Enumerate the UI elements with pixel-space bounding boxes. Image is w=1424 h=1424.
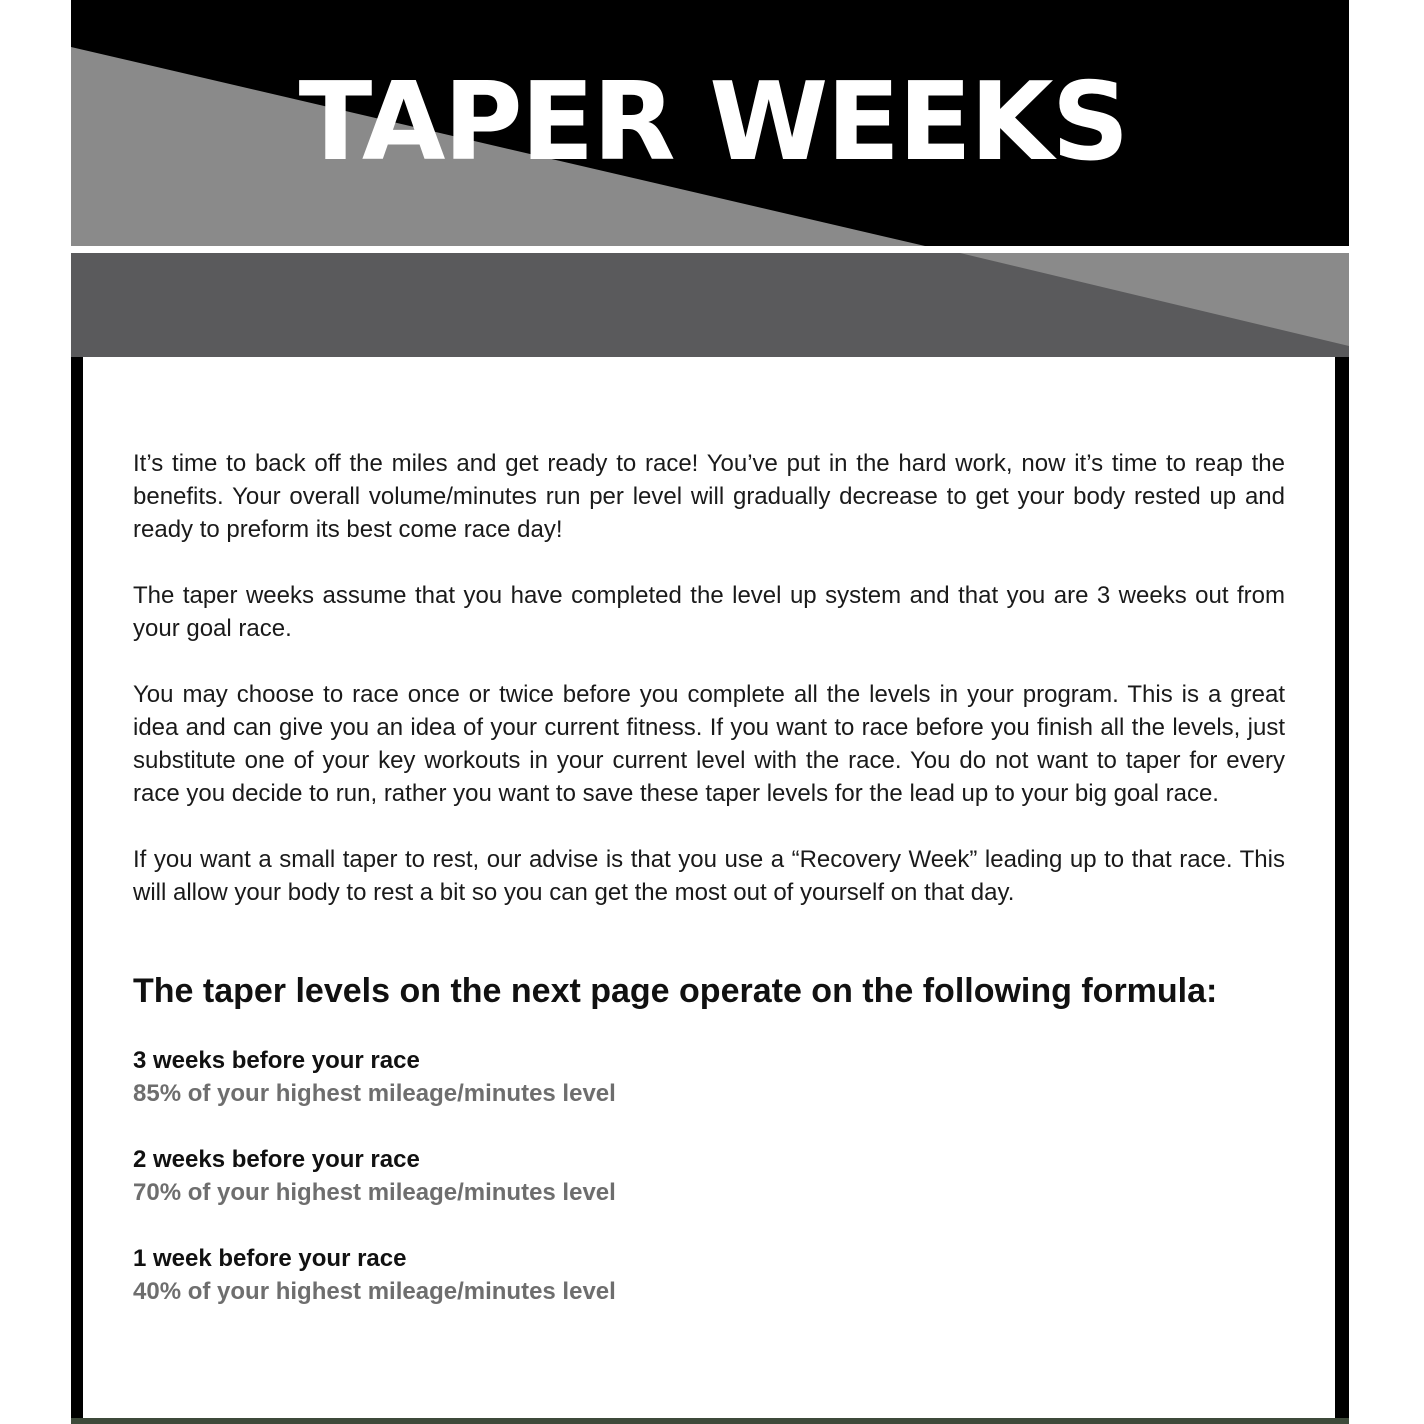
page-title: TAPER WEEKS (298, 60, 1128, 185)
intro-paragraph: The taper weeks assume that you have completed the level up system and that you are 3 weeks out from your goal race. (133, 582, 1285, 642)
taper-level (133, 1044, 1285, 1110)
left-frame-bar (71, 357, 83, 1424)
taper-level-title: 2 weeks before your race (133, 1146, 420, 1173)
intro-paragraph: You may choose to race once or twice before you complete all the levels in your program. This is a great idea and can give you an idea of your current fitness. If you want to race before you finish all the levels, just substitute one of your key workouts in your current level with the race. You do not want to taper for every race you decide to run, rather you want to save these taper levels for the lead up to your big goal race. (133, 681, 1285, 807)
taper-level-title: 1 week before your race (133, 1245, 407, 1272)
taper-level (133, 1242, 1285, 1308)
content-body (133, 447, 1285, 1308)
bottom-photo-strip (71, 1418, 1349, 1424)
intro-paragraph: It’s time to back off the miles and get ready to race! You’ve put in the hard work, now it’s time to reap the benefits. Your overall volume/minutes run per level will gradually decrease to get your body rested up and ready to preform its best come race day! (133, 450, 1285, 543)
taper-level-detail: 70% of your highest mileage/minutes level (133, 1179, 616, 1206)
formula-heading: The taper levels on the next page operate on the following formula: (133, 972, 1218, 1010)
taper-level-detail: 40% of your highest mileage/minutes level (133, 1278, 616, 1305)
taper-level (133, 1143, 1285, 1209)
taper-level-detail: 85% of your highest mileage/minutes level (133, 1080, 616, 1107)
intro-paragraph: If you want a small taper to rest, our advise is that you use a “Recovery Week” leading up to that race. This will allow your body to rest a bit so you can get the most out of yourself on that day. (133, 846, 1285, 906)
header-separator (71, 246, 1349, 253)
right-frame-bar (1335, 357, 1349, 1424)
taper-level-title: 3 weeks before your race (133, 1047, 420, 1074)
